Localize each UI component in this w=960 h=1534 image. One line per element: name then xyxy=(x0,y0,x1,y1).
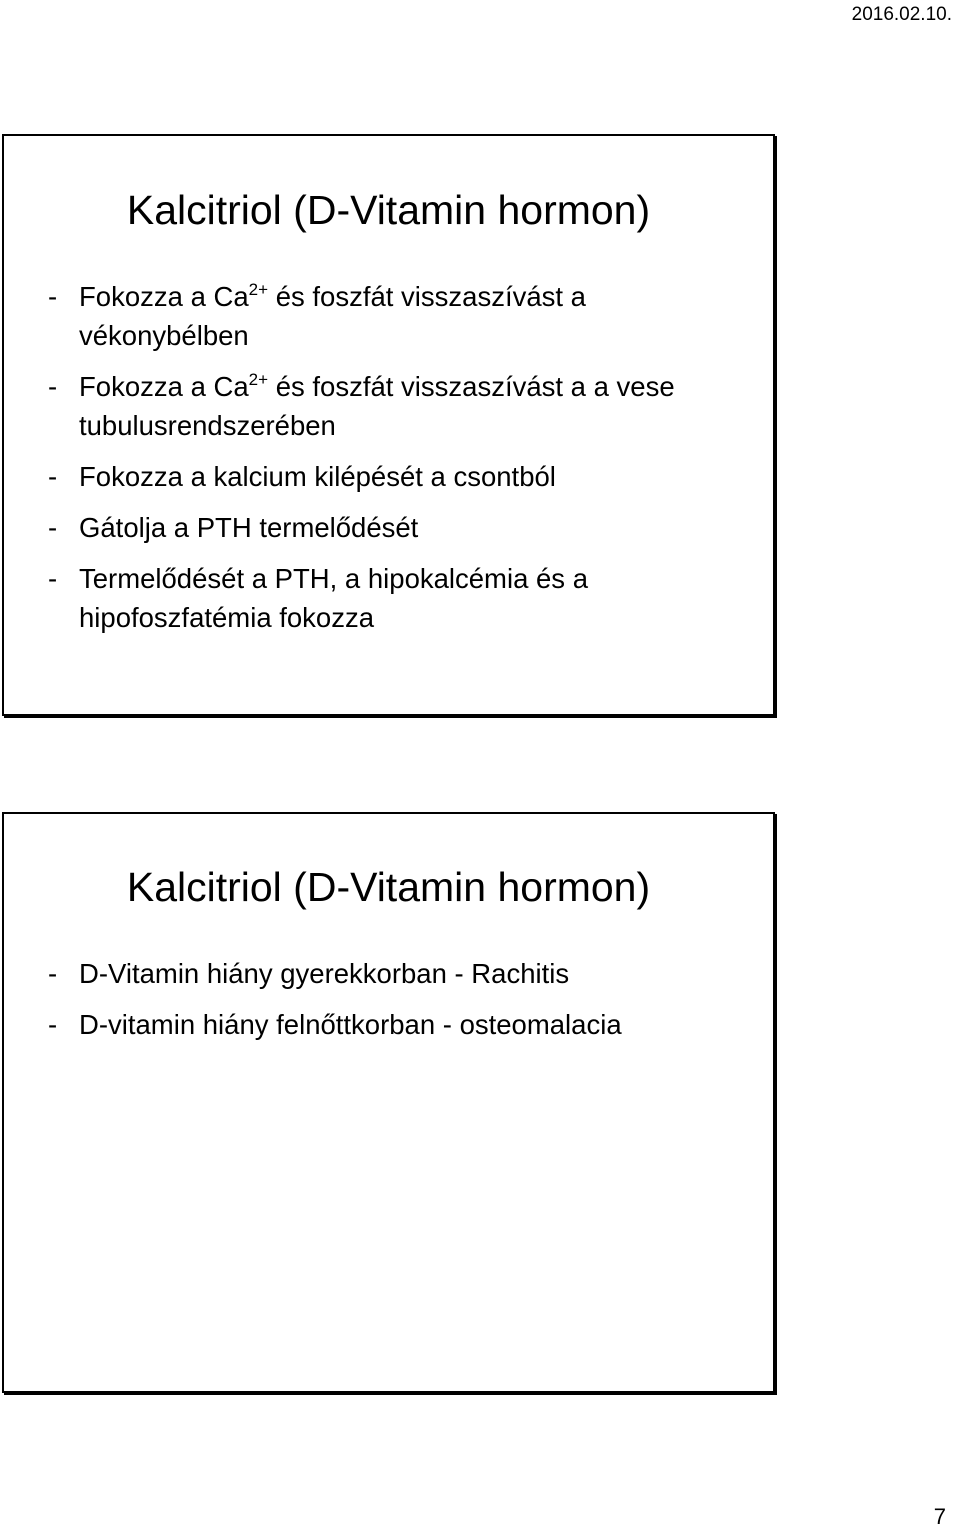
slide-1 xyxy=(2,134,775,716)
list-item xyxy=(48,367,757,445)
bullet-text-start: Fokozza a Ca xyxy=(79,281,249,312)
bullet-dash: - xyxy=(48,958,58,989)
bullet-text: D-vitamin hiány felnőttkorban - osteomalacia xyxy=(79,1009,622,1040)
bullet-dash: - xyxy=(48,371,58,402)
bullet-text: Termelődését a PTH, a hipokalcémia és a hipofoszfatémia fokozza xyxy=(79,563,588,633)
page-number: 7 xyxy=(933,1504,946,1529)
slide-title: Kalcitriol (D-Vitamin hormon) xyxy=(126,187,651,233)
list-item xyxy=(48,457,757,496)
bullet-text: Fokozza a kalcium kilépését a csontból xyxy=(79,461,556,492)
bullet-dash: - xyxy=(48,1009,58,1040)
bullet-text-end: és foszfát visszaszívást a a vese tubulusrendszerében xyxy=(79,371,675,441)
bullet-dash: - xyxy=(48,281,58,312)
list-item xyxy=(48,1005,757,1044)
slide-2 xyxy=(2,812,775,1393)
bullet-dash: - xyxy=(48,563,58,594)
page-date: 2016.02.10. xyxy=(851,4,952,25)
list-item xyxy=(48,559,757,637)
bullet-text xyxy=(79,371,675,441)
bullet-dash: - xyxy=(48,461,58,492)
slide-title: Kalcitriol (D-Vitamin hormon) xyxy=(126,864,651,910)
bullet-text: D-Vitamin hiány gyerekkorban - Rachitis xyxy=(79,958,570,989)
list-item xyxy=(48,508,757,547)
ion-charge: 2+ xyxy=(248,369,269,389)
bullet-list xyxy=(48,954,757,1056)
bullet-text: Gátolja a PTH termelődését xyxy=(79,512,419,543)
list-item xyxy=(48,954,757,993)
bullet-dash: - xyxy=(48,512,58,543)
ion-charge: 2+ xyxy=(248,279,269,299)
bullet-text-end: és foszfát visszaszívást a vékonybélben xyxy=(79,281,586,351)
bullet-text xyxy=(79,281,586,351)
list-item xyxy=(48,277,757,355)
bullet-list xyxy=(48,277,757,649)
bullet-text-start: Fokozza a Ca xyxy=(79,371,249,402)
